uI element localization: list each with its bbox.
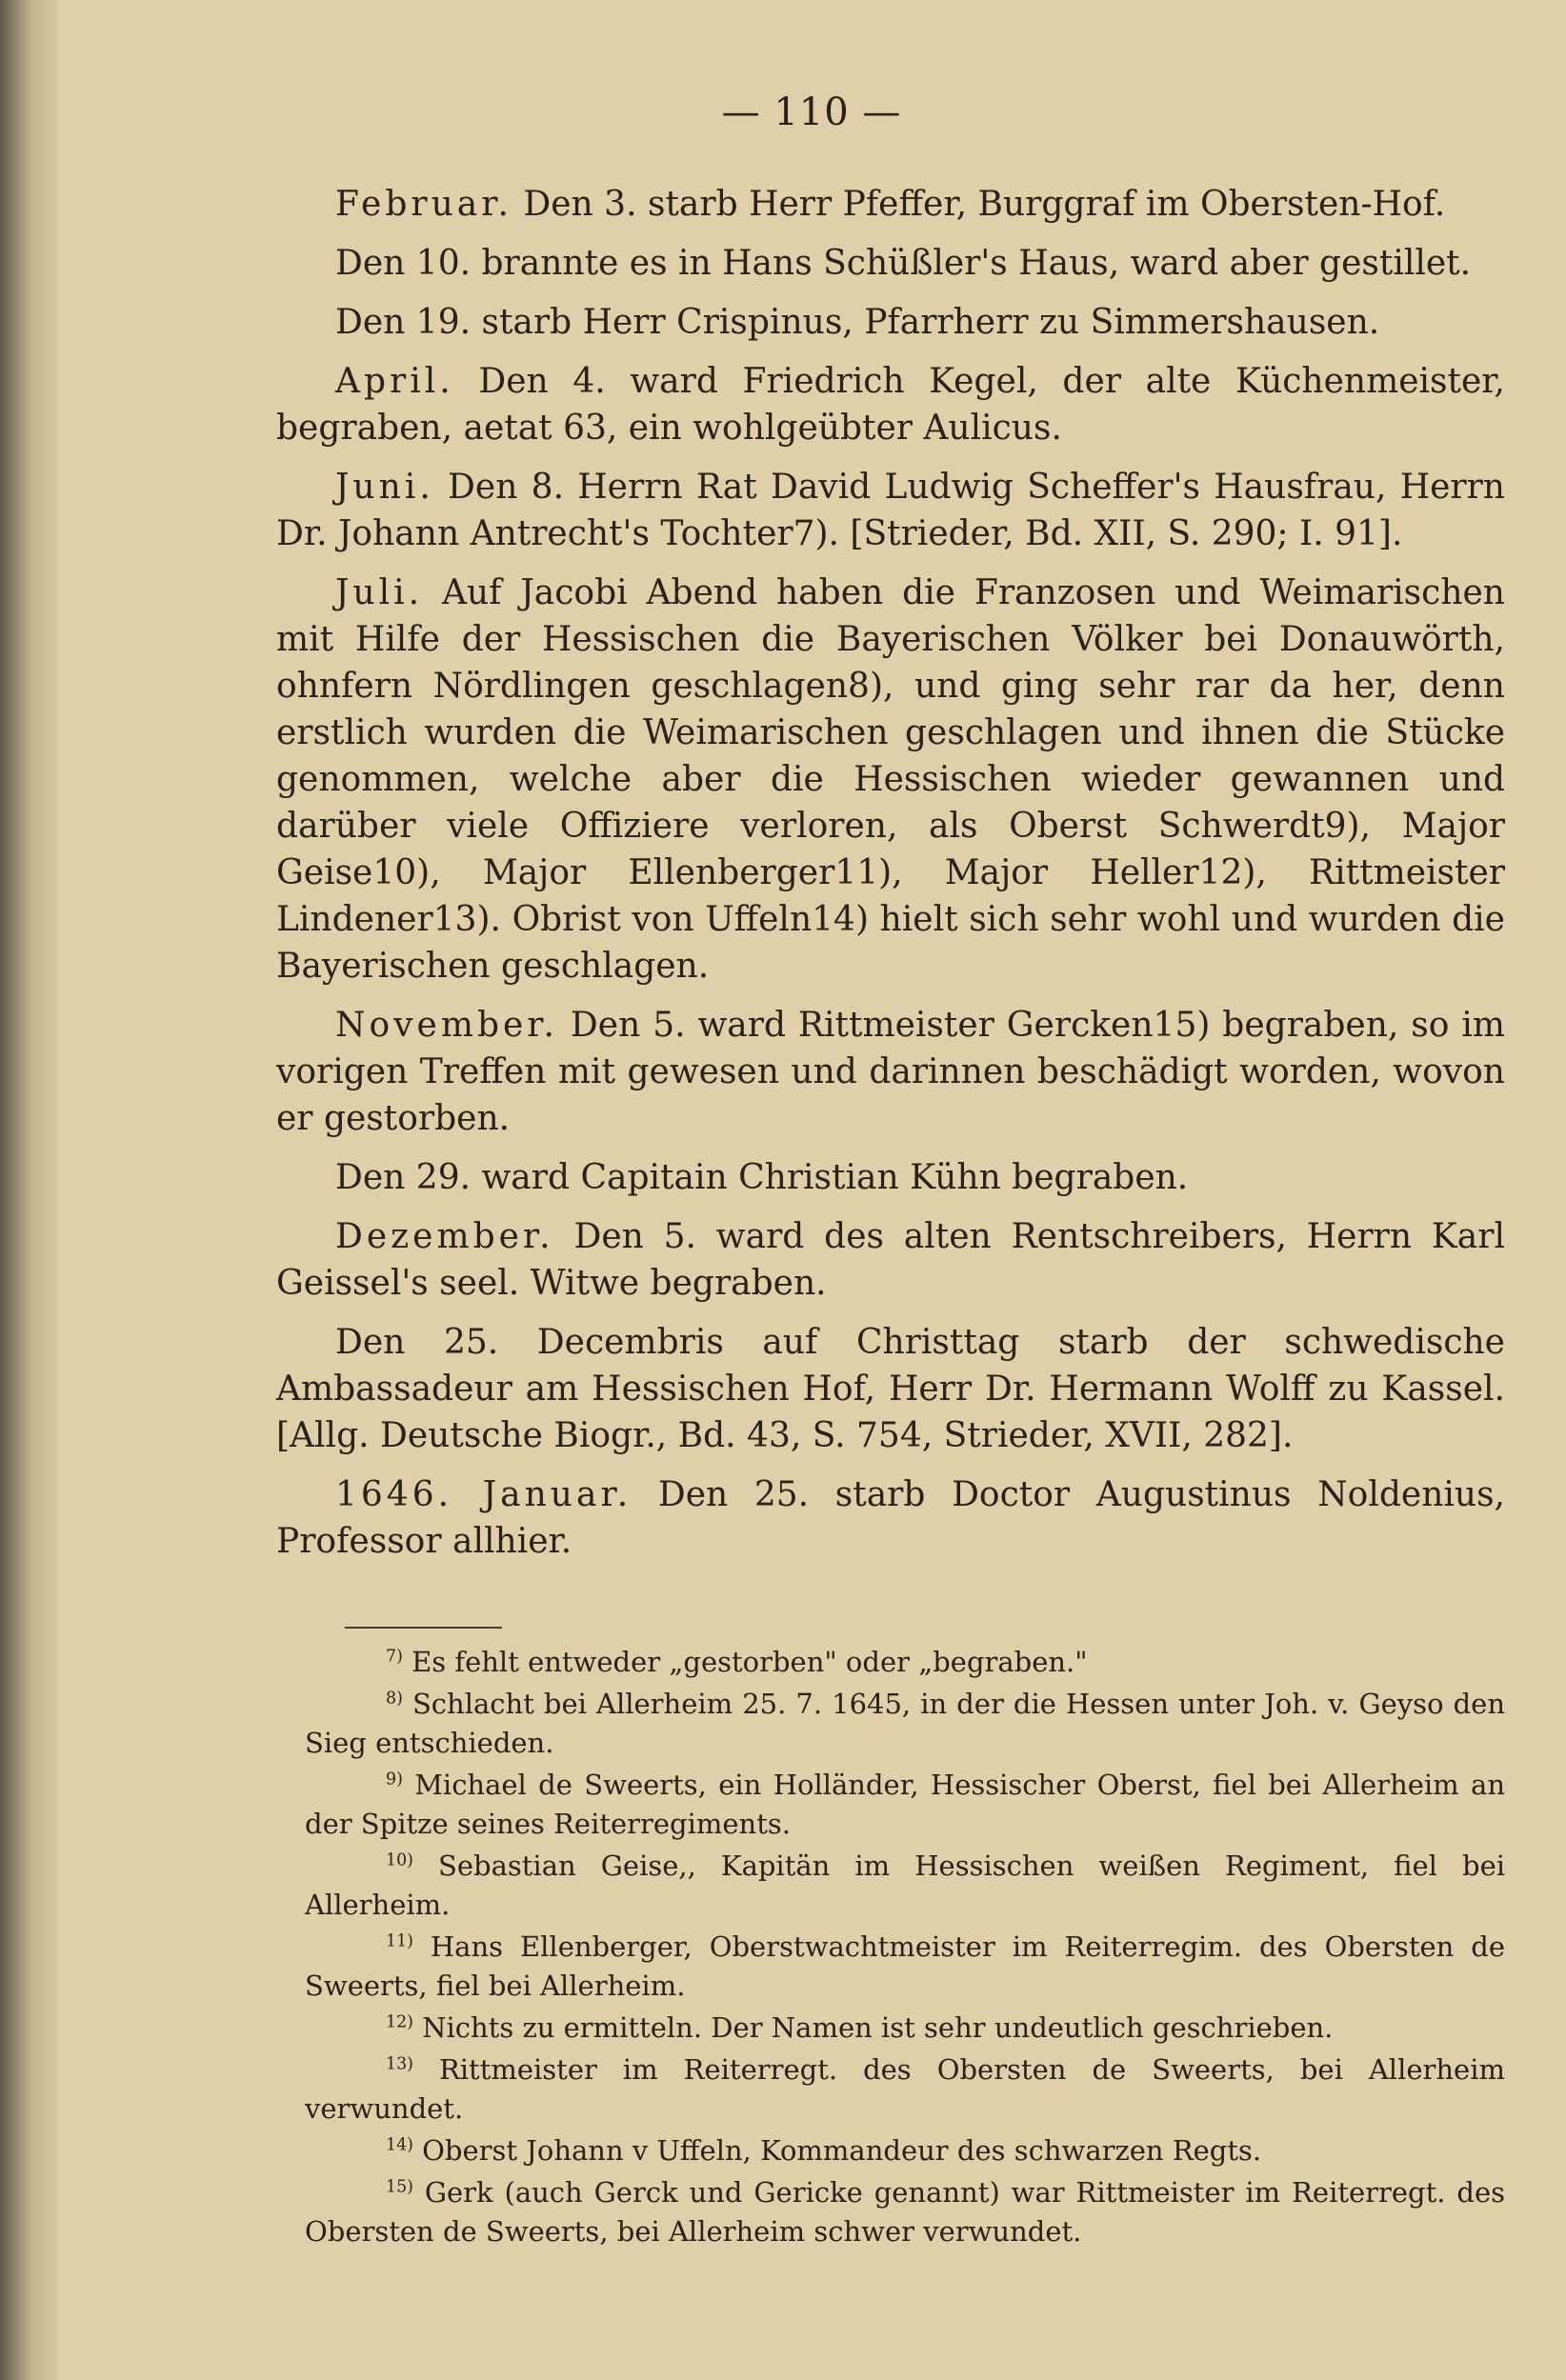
page — [57, 0, 1566, 2380]
entry-text: Den 25. starb Doctor Augustinus Noldenius, Professor allhier. — [276, 1475, 1505, 1561]
footnote-text: Oberst Johann v Uffeln, Kommandeur des schwarzen Regts. — [422, 2134, 1262, 2167]
entry-november — [276, 1002, 1505, 1142]
footnote-number: 9) — [386, 1770, 403, 1790]
footnote-number: 11) — [386, 1931, 413, 1951]
footnote-number: 13) — [386, 2054, 413, 2074]
footnote-text: Es fehlt entweder „gestorben" oder „begraben." — [412, 1646, 1088, 1678]
entry-label: Dezember. — [335, 1217, 554, 1256]
footnote-number: 7) — [386, 1647, 403, 1667]
entry-december — [276, 1213, 1505, 1307]
footnote — [305, 1766, 1505, 1844]
book-gutter — [0, 0, 57, 2380]
entry-label: April. — [335, 362, 454, 401]
entry-label: Juni. — [335, 468, 434, 507]
entry-label: 1646. Januar. — [335, 1475, 632, 1514]
footnote-number: 12) — [386, 2012, 413, 2032]
entry-text: Den 4. ward Friedrich Kegel, der alte Küchenmeister, begraben, aetat 63, ein wohlgeübter Aulicus. — [276, 362, 1506, 448]
footnote-number: 10) — [386, 1850, 413, 1870]
footnote-text: Rittmeister im Reiterregt. des Obersten de Sweerts, bei Allerheim verwundet. — [305, 2053, 1505, 2125]
footnote-text: Nichts zu ermitteln. Der Namen ist sehr undeutlich geschrieben. — [422, 2011, 1334, 2044]
footnote-number: 15) — [386, 2177, 413, 2197]
entry — [276, 299, 1505, 346]
footnote-text: Gerk (auch Gerck und Gericke genannt) war Rittmeister im Reiterregt. des Obersten de Sweerts, bei Allerheim schwer verwundet. — [305, 2176, 1506, 2248]
entry-label: Juli. — [335, 573, 424, 612]
footnote-number: 14) — [386, 2135, 413, 2155]
entry-april — [276, 358, 1505, 451]
entry-june — [276, 464, 1505, 557]
entry-text: Den 25. Decembris auf Christtag starb der schwedische Ambassadeur am Hessischen Hof, Herr Dr. Hermann Wolff zu Kassel. [Allg. Deutsche Biogr., Bd. 43, S. 754, Strieder, XVII, 282]. — [276, 1323, 1505, 1455]
entry-text: Den 8. Herrn Rat David Ludwig Scheffer's Hausfrau, Herrn Dr. Johann Antrecht's Tochter7). [Strieder, Bd. XII, S. 290; I. 91]. — [276, 468, 1505, 553]
footnote — [305, 2009, 1505, 2048]
footnote — [305, 1685, 1505, 1763]
footnote-text: Sebastian Geise,, Kapitän im Hessischen weißen Regiment, fiel bei Allerheim. — [305, 1850, 1506, 1921]
footnote-text: Michael de Sweerts, ein Holländer, Hessischer Oberst, fiel bei Allerheim an der Spitze seines Reiterregiments. — [305, 1769, 1505, 1840]
entry-text: Den 29. ward Capitain Christian Kühn begraben. — [335, 1158, 1189, 1197]
chronicle-text — [276, 181, 1505, 1577]
entry — [276, 1154, 1505, 1201]
entry-february — [276, 181, 1505, 228]
footnote-divider — [345, 1627, 502, 1629]
entry-text: Den 3. starb Herr Pfeffer, Burggraf im Obersten-Hof. — [523, 185, 1446, 224]
footnote — [305, 2173, 1505, 2251]
entry-text: Den 10. brannte es in Hans Schüßler's Haus, ward aber gestillet. — [335, 244, 1472, 283]
entry-text: Den 19. starb Herr Crispinus, Pfarrherr zu Simmershausen. — [335, 303, 1380, 342]
footnotes — [305, 1643, 1505, 2254]
entry-text: Den 5. ward des alten Rentschreibers, Herrn Karl Geissel's seel. Witwe begraben. — [276, 1217, 1505, 1303]
footnote-number: 8) — [386, 1689, 403, 1709]
entry-label: Februar. — [335, 185, 512, 224]
footnote — [305, 2131, 1505, 2170]
entry-july — [276, 570, 1505, 990]
entry-text: Auf Jacobi Abend haben die Franzosen und Weimarischen mit Hilfe der Hessischen die Bayerischen Völker bei Donauwörth, ohnfern Nördlingen geschlagen8), und ging sehr rar da her, denn erstlich wurden die Weimarischen geschlagen und ihnen die Stücke genommen, welche aber die Hessischen wieder gewannen und darüber viele Offiziere verloren, als Oberst Schwerdt9), Major Geise10), Major Ellenberger11), Major Heller12), Rittmeister Lindener13). Obrist von Uffeln14) hielt sich sehr wohl und wurden die Bayerischen geschlagen. — [276, 573, 1505, 986]
entry — [276, 240, 1505, 287]
entry-text: Den 5. ward Rittmeister Gercken15) begraben, so im vorigen Treffen mit gewesen und darinnen beschädigt worden, wovon er gestorben. — [276, 1006, 1505, 1138]
footnote-text: Schlacht bei Allerheim 25. 7. 1645, in der die Hessen unter Joh. v. Geyso den Sieg entschieden. — [305, 1688, 1506, 1759]
entry-label: November. — [335, 1006, 558, 1045]
footnote — [305, 1643, 1505, 1682]
entry-1646-january — [276, 1471, 1505, 1565]
page-number: — 110 — — [721, 90, 902, 134]
entry — [276, 1319, 1505, 1459]
footnote-text: Hans Ellenberger, Oberstwachtmeister im Reiterregim. des Obersten de Sweerts, fiel bei Allerheim. — [305, 1930, 1505, 2002]
footnote — [305, 1847, 1505, 1925]
footnote — [305, 2050, 1505, 2129]
footnote — [305, 1928, 1505, 2006]
